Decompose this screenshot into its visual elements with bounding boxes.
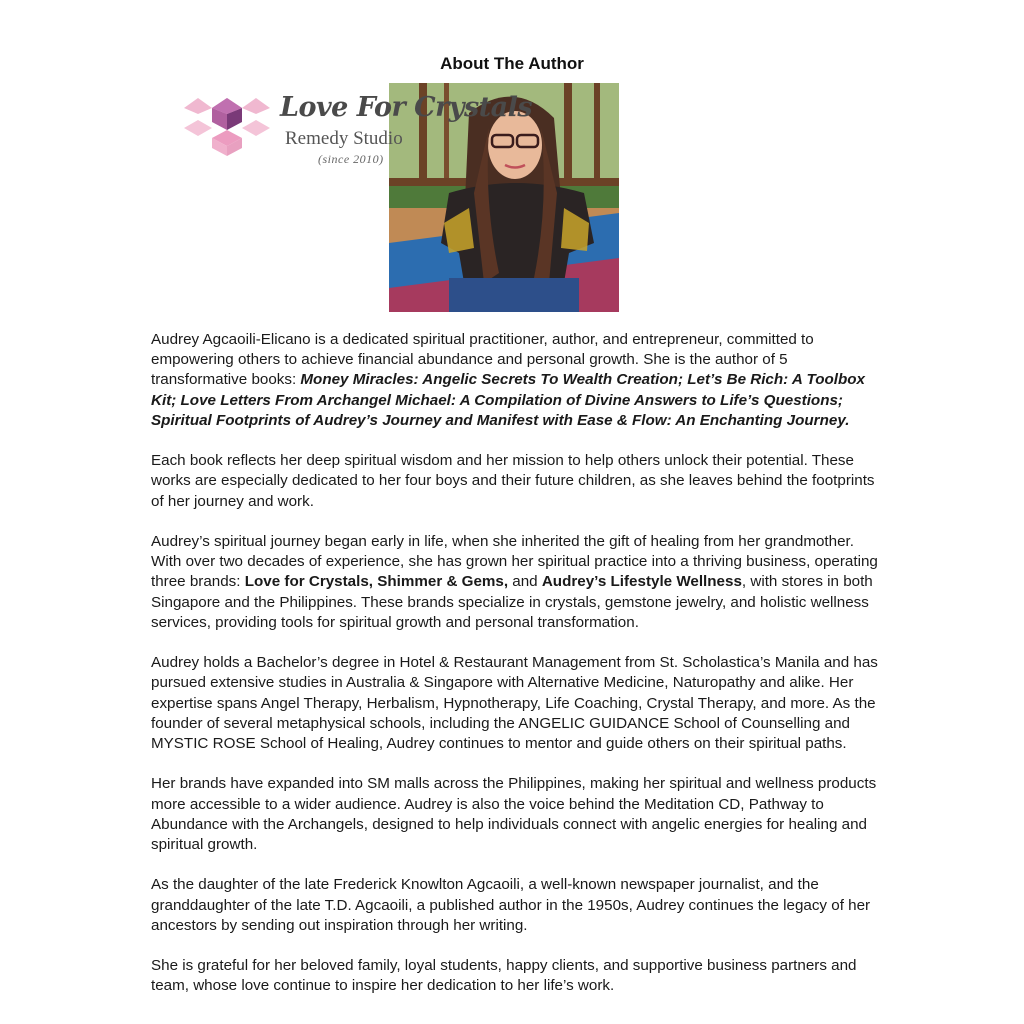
bio-text: Each book reflects her deep spiritual wisdom and her mission to help others unlock their potential. These works are especially dedicated to her four boys and their future children, as she leaves behind the footprints of her journey and work.: [151, 452, 875, 510]
brand-names: Love for Crystals, Shimmer & Gems,: [244, 573, 509, 591]
bio-text: Audrey holds a Bachelor’s degree in Hotel & Restaurant Management from St. Scholastica’s Manila and has pursued extensive studies in Australia & Singapore with Alternative Medicine, Naturopathy and alike. Her expertise spans Angel Therapy, Herbalism, Hypnotherapy, Life Coaching, Crystal Therapy, and more. As the founder of several metaphysical schools, including the ANGELIC GUIDANCE School of Counselling and MYSTIC ROSE School of Healing, Audrey continues to mentor and guide others on their spiritual paths.: [151, 654, 878, 753]
bio-text: Audrey Agcaoili-Elicano is a dedicated spiritual practitioner, author, and entrepreneur, committed to empowering others to achieve financial abundance and personal growth. She is the author of 5 transformative books:: [151, 331, 814, 389]
bio-paragraph-brands: [151, 774, 881, 855]
logo-since: (since 2010): [318, 152, 384, 166]
bio-text: She is grateful for her beloved family, loyal students, happy clients, and supportive business partners and team, whose love continue to inspire her dedication to her life’s work.: [151, 957, 857, 995]
bio-paragraph-education: [151, 653, 881, 754]
bio-paragraph-books: [151, 451, 881, 512]
page-title: About The Author: [440, 54, 584, 74]
bio-text: and: [508, 573, 542, 591]
bio-paragraph-intro: [151, 330, 881, 431]
bio-text: , with stores in both Singapore and the Philippines. These brands specialize in crystals, gemstone jewelry, and holistic wellness services, providing tools for spiritual growth and personal transformation.: [151, 573, 873, 631]
author-bio: [151, 330, 881, 1017]
logo-subtitle: Remedy Studio: [285, 128, 403, 149]
logo-brand-name: Love For Crystals: [280, 92, 533, 123]
crystal-cube-icon: [184, 94, 270, 156]
brand-logo: [184, 92, 533, 172]
brand-name-wellness: Audrey’s Lifestyle Wellness: [541, 573, 742, 591]
bio-text: Her brands have expanded into SM malls across the Philippines, making her spiritual and wellness products more accessible to a wider audience. Audrey is also the voice behind the Meditation CD, Pathway to Abundance with the Archangels, designed to help individuals connect with angelic energies for healing and spiritual growth.: [151, 775, 877, 854]
bio-paragraph-family: [151, 875, 881, 936]
book-titles: Money Miracles: Angelic Secrets To Wealth Creation; Let’s Be Rich: A Toolbox Kit; Love Letters From Archangel Michael: A Compilation of Divine Answers to Life’s Questions; Spiritual Footprints of Audrey’s Journey and Manifest with Ease & Flow: An Enchanting Journey.: [151, 371, 865, 429]
bio-text: Audrey’s spiritual journey began early in life, when she inherited the gift of healing from her grandmother. With over two decades of experience, she has grown her spiritual practice into a thriving business, operating three brands:: [151, 533, 878, 591]
bio-paragraph-journey: [151, 532, 881, 633]
bio-paragraph-gratitude: [151, 956, 881, 996]
bio-text: As the daughter of the late Frederick Knowlton Agcaoili, a well-known newspaper journalist, and the granddaughter of the late T.D. Agcaoili, a published author in the 1950s, Audrey continues the legacy of her ancestors by sending out inspiration through her writing.: [151, 876, 871, 934]
